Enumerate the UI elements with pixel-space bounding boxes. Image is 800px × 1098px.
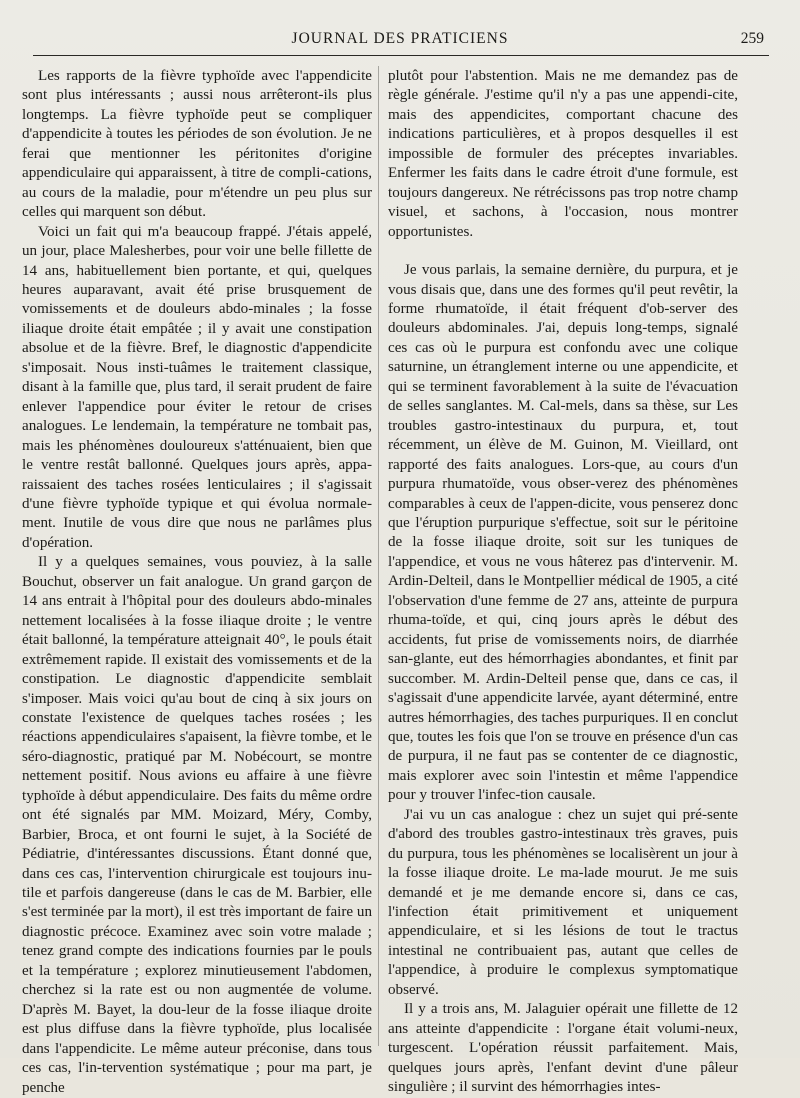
header-rule	[33, 55, 769, 56]
paragraph-malesherbes-case: Voici un fait qui m'a beaucoup frappé. J'étais appelé, un jour, place Malesherbes, pour voir une belle fillette de 14 ans, habituellement bien portante, et qui, quelques heures auparavant, avait été prise brusquement de vomissements et de douleurs abdo-minales ; la fosse iliaque droite était empâtée ; il y avait une constipation absolue et de la fièvre. Bref, le diagnostic d'appendicite s'imposait. Nous insti-tuâmes le traitement classique, disant à la famille que, plus tard, il serait prudent de faire enlever l'appendice pour éviter le retour de crises analogues. Le lendemain, la température ne tombait pas, mais les phénomènes douloureux s'atténuaient, bien que le ventre restât ballonné. Quelques jours après, appa-raissaient des taches rosées lenticulaires ; il s'agissait d'une fièvre typhoïde typique et qui évolua normale-ment. Inutile de vous dire que nous ne parlâmes plus d'opération.	[22, 223, 372, 551]
page-header	[0, 30, 800, 52]
paragraph-jalaguier-case: Il y a trois ans, M. Jalaguier opérait une fillette de 12 ans atteinte d'appendicite : l'organe était volumi-neux, turgescent. L'opération réussit parfaitement. Mais, quelques jours après, l'enfant devint d'une pâleur singulière ; il survint des hémorrhagies intes-	[388, 1001, 738, 1096]
paragraph-purpura: Je vous parlais, la semaine dernière, du purpura, et je vous disais que, dans une des formes qu'il peut revêtir, la forme rhumatoïde, il était fréquent d'ob-server des douleurs abdominales. J'ai, depuis long-temps, signalé ces cas où le purpura est confondu avec une colique saturnine, un étranglement interne ou une appendicite, et qui se terminent favorablement à la suite de l'évacuation de selles sanglantes. M. Cal-mels, dans sa thèse, sur Les troubles gastro-intestinaux du purpura, et, tout récemment, un élève de M. Guinon, M. Vieillard, ont rapporté des faits analogues. Lors-que, au cours d'un purpura rhumatoïde, vous obser-verez des phénomènes comparables à ceux de l'appen-dicite, vous penserez donc que l'éruption purpurique s'effectue, soit sur le péritoine de la fosse iliaque droite, soit sur les tuniques de l'appendice, et vous ne vous hâterez pas d'intervenir. M. Ardin-Delteil, dans le Montpellier médical de 1905, a cité l'observation d'une femme de 27 ans, atteinte de purpura rhuma-toïde, et qui, cinq jours après le début des accidents, fut prise de vomissements noirs, de diarrhée san-glante, eut des hémorrhagies abondantes, et finit par succomber. M. Ardin-Delteil pense que, dans ce cas, il s'agissait d'une appendicite larvée, ayant déterminé, entre autres hémorrhagies, des taches purpuriques. Il en conclut que, toutes les fois que l'on se trouve en présence d'un cas de purpura, il ne faut pas se contenter de ce diagnostic, mais explorer avec soin l'intestin et même l'appendice pour y trouver l'infec-tion causale.	[388, 262, 738, 804]
page-number: 259	[740, 30, 764, 47]
paragraph-analogous-case: J'ai vu un cas analogue : chez un sujet qui pré-sente d'abord des troubles gastro-intestinaux très graves, puis du purpura, tous les phénomènes se localisèrent un jour à la fosse iliaque droite. Le ma-lade mourut. Je me suis demandé et je me demande encore si, dans ce cas, l'infection était primitivement et uniquement appendiculaire, et si les lésions de tout le tractus intestinal ne contribuaient pas, autant que celles de l'appendice, à produire le complexus symptomatique observé.	[388, 806, 738, 998]
paragraph-typhoid-intro: Les rapports de la fièvre typhoïde avec l'appendicite sont plus intéressants ; aussi nous arrêteront-ils plus longtemps. La fièvre typhoïde peut se compliquer d'appendicite à toutes les périodes de son évolution. Je ne ferai que mentionner les péritonites d'origine appendiculaire qui apparaissent, à titre de compli-cations, au cours de la maladie, pour m'étendre un peu plus sur celles qui marquent son début.	[22, 68, 372, 221]
running-title: JOURNAL DES PRATICIENS	[291, 30, 509, 47]
column-divider	[378, 66, 379, 1046]
paragraph-abstention: plutôt pour l'abstention. Mais ne me demandez pas de règle générale. J'estime qu'il n'y a pas une appendi-cite, mais des appendicites, comportant chacune des indications particulières, et à propos desquelles il est impossible de formuler des préceptes invariables. Enfermer les faits dans le cadre étroit d'une formule, est toujours dangereux. Ne rétrécissons pas trop notre champ visuel, et sachons, à l'occasion, nous montrer opportunistes.	[388, 68, 738, 240]
paragraph-bouchut-case: Il y a quelques semaines, vous pouviez, à la salle Bouchut, observer un fait analogue. Un grand garçon de 14 ans entrait à l'hôpital pour des douleurs abdo-minales nettement localisées à la fosse iliaque droite ; le ventre était ballonné, la température atteignait 40°, le pouls était extrêmement rapide. Il existait des vomissements et de la constipation. Le diagnostic d'appendicite semblait s'imposer. Mais voici qu'au bout de cinq à six jours on constate l'existence de quelques taches rosées ; les réactions appendiculaires s'apaisent, la fièvre tombe, et le séro-diagnostic, pratiqué par M. Nobécourt, se montre nettement positif. Nous avions eu affaire à une fièvre typhoïde à début appendiculaire. Des faits du même ordre ont été signalés par MM. Moizard, Méry, Comby, Barbier, Broca, et ont fourni le sujet, à la Société de Pédiatrie, d'intéressantes discussions. Étant donné que, dans ces cas, l'intervention chirurgicale est toujours inu-tile et parfois dangereuse (dans le cas de M. Barbier, elle s'est terminée par la mort), il est très important de faire un diagnostic précoce. Examinez avec soin votre malade ; tenez grand compte des indications fournies par le pouls et la température ; explorez minutieusement l'abdomen, cherchez si la rate est ou non augmentée de volume. D'après M. Bayet, la dou-leur de la fosse iliaque droite est plus diffuse dans la fièvre typhoïde, plus localisée dans l'appendicite. Le même auteur préconise, dans tous ces cas, l'in-tervention systématique ; pour ma part, je penche	[22, 554, 372, 1096]
right-column	[388, 67, 738, 1096]
left-column	[22, 67, 372, 1096]
